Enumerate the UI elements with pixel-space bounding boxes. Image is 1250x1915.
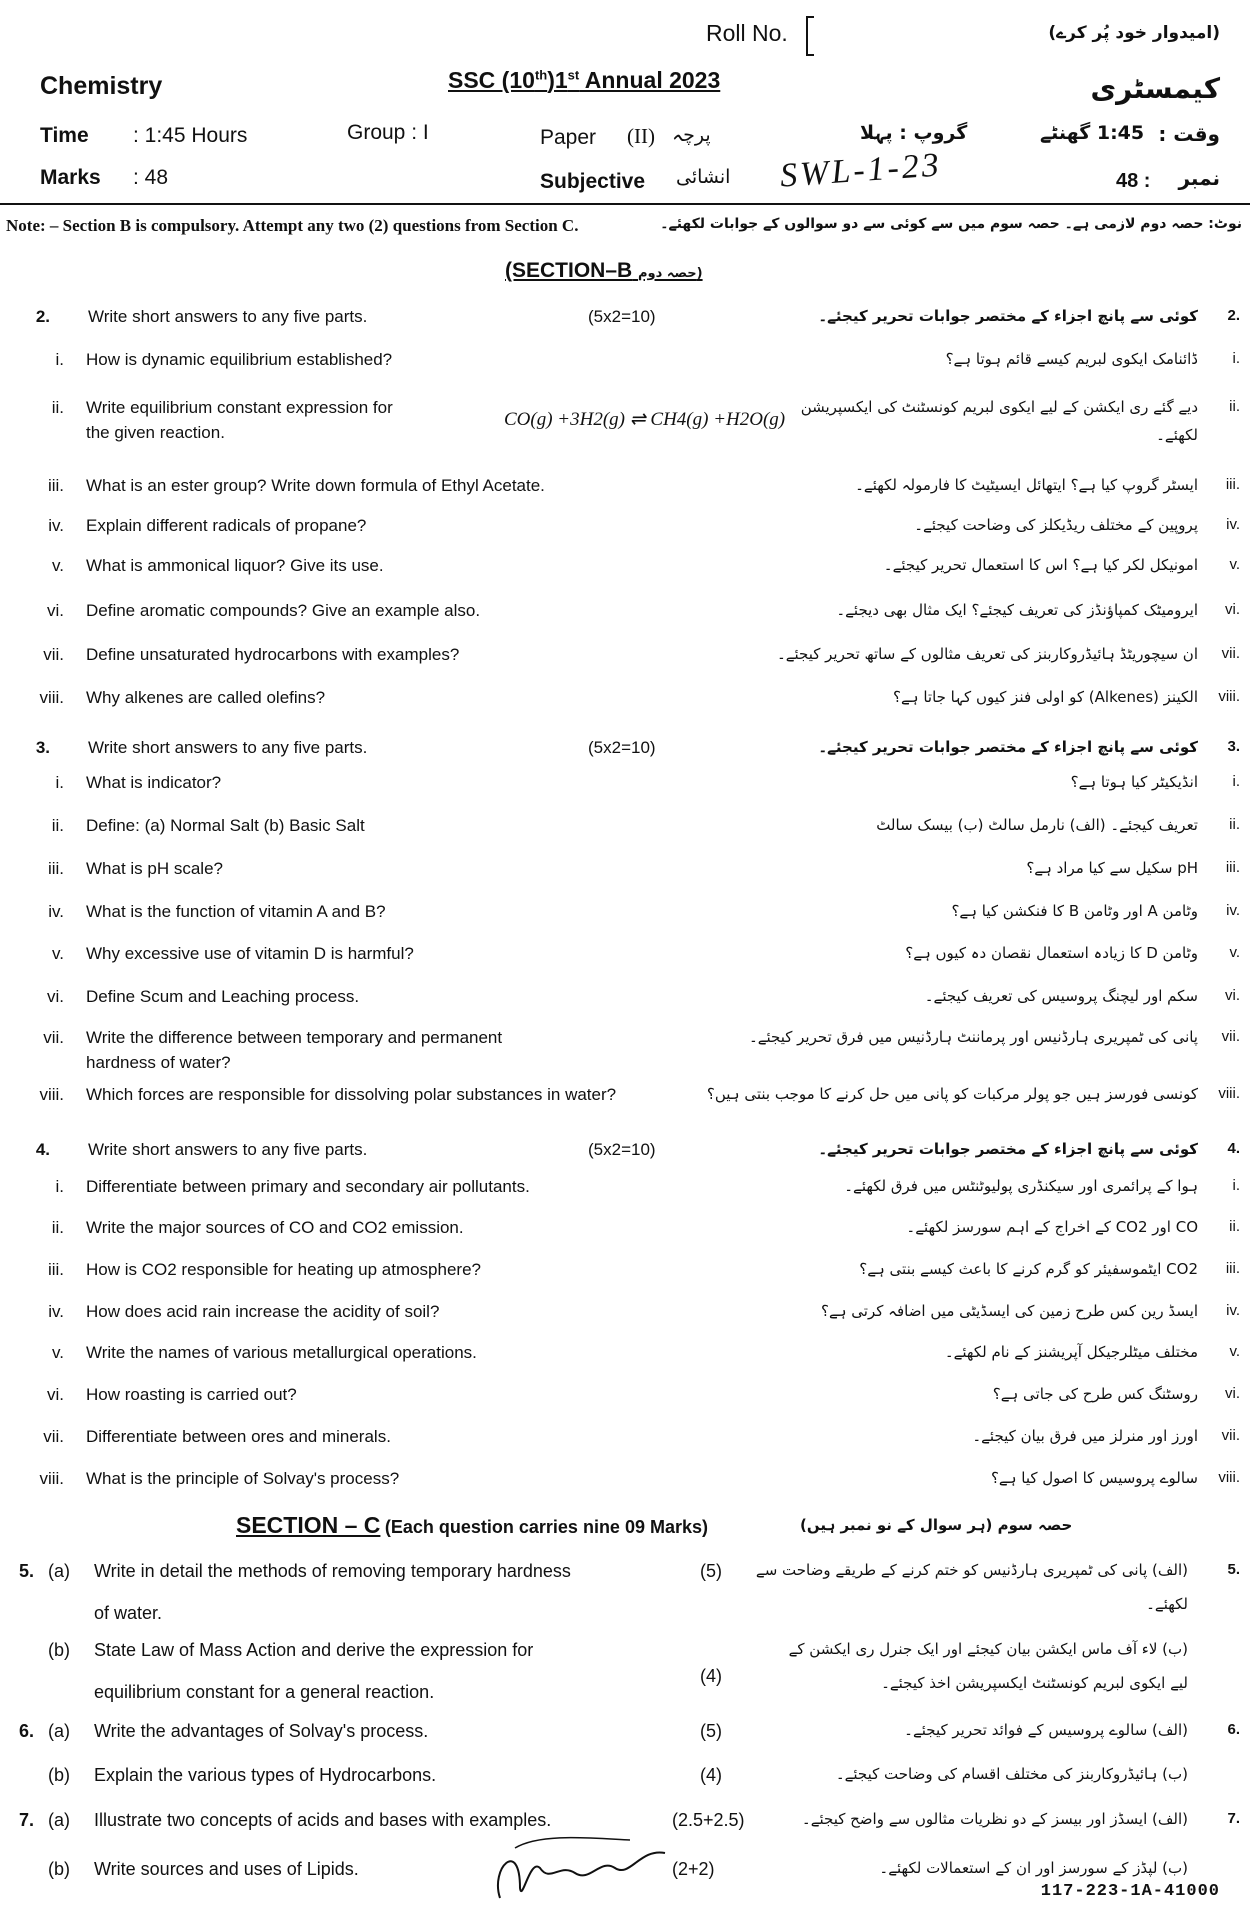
part-number-urdu: vii. <box>1221 645 1240 662</box>
question-part <box>0 1427 1250 1451</box>
part-number-urdu: iii. <box>1225 1260 1240 1277</box>
long-question-text-urdu: (الف) ایسڈز اور بیسز کے دو نظریات مثالوں سے واضح کیجئے۔ <box>801 1810 1188 1828</box>
part-text-continued: the given reaction. <box>86 423 225 442</box>
long-question-text-urdu-continued: لیے ایکوی لبریم کونسٹنٹ ایکسپریشن اخذ کیجئے۔ <box>881 1674 1188 1692</box>
marks-label: Marks <box>40 166 101 189</box>
part-text-urdu: روسٹنگ کس طرح کی جاتی ہے؟ <box>992 1385 1198 1403</box>
part-text: What is pH scale? <box>86 859 223 878</box>
candidate-note-urdu: (امیدوار خود پُر کرے) <box>1048 23 1220 43</box>
part-text-urdu: ان سیچوریٹڈ ہائیڈروکاربنز کی تعریف مثالوں کے ساتھ تحریر کیجئے۔ <box>776 645 1198 663</box>
long-question-part <box>0 1561 1250 1623</box>
part-number: vii. <box>43 645 64 664</box>
group-label: Group : I <box>347 121 429 144</box>
long-question-part-letter: (b) <box>48 1765 70 1785</box>
part-number-urdu: iv. <box>1226 902 1240 919</box>
part-text: What is ammonical liquor? Give its use. <box>86 556 384 575</box>
part-number: v. <box>52 944 64 963</box>
section-c-subtitle: (Each question carries nine 09 Marks) <box>384 1517 708 1537</box>
part-number-urdu: i. <box>1232 1177 1240 1194</box>
part-number: viii. <box>39 1469 64 1488</box>
time-urdu-label: وقت : <box>1158 122 1220 146</box>
long-question-number: 7. <box>18 1810 34 1830</box>
long-question-part <box>0 1721 1250 1749</box>
part-text: Define aromatic compounds? Give an example also. <box>86 601 481 620</box>
long-question-marks: (2.5+2.5) <box>672 1810 745 1830</box>
part-number: iii. <box>47 476 64 495</box>
part-text-urdu: CO2 ایٹموسفیئر کو گرم کرنے کا باعث کیسے بنتی ہے؟ <box>859 1260 1198 1278</box>
long-question-text-urdu: (ب) لپڈز کے سورسز اور ان کے استعمالات لکھئے۔ <box>879 1859 1188 1877</box>
part-number-urdu: vii. <box>1221 1028 1240 1045</box>
part-text: How is dynamic equilibrium established? <box>86 350 393 369</box>
part-number: viii. <box>39 1085 64 1104</box>
long-question-part-letter: (a) <box>48 1810 70 1830</box>
part-text-urdu: ایرومیٹک کمپاؤنڈز کی تعریف کیجئے؟ ایک مثال بھی دیجئے۔ <box>836 601 1198 619</box>
long-question-part-letter: (a) <box>48 1721 70 1741</box>
question-part <box>0 1028 1250 1076</box>
part-number: iv. <box>48 902 64 921</box>
part-number-urdu: vi. <box>1225 601 1240 618</box>
part-text-urdu: ڈائنامک ایکوی لبریم کیسے قائم ہوتا ہے؟ <box>945 350 1198 368</box>
part-number-urdu: i. <box>1232 350 1240 367</box>
part-text-urdu: پانی کی ٹمپریری ہارڈنیس اور پرماننٹ ہارڈنیس میں فرق تحریر کیجئے۔ <box>748 1028 1198 1046</box>
section-c-title-urdu: حصہ سوم (ہر سوال کے نو نمبر ہیں) <box>800 1516 1073 1534</box>
long-question-text-urdu: (الف) پانی کی ٹمپریری ہارڈنیس کو ختم کرنے کے طریقے وضاحت سے <box>755 1561 1188 1579</box>
time-urdu-value: 1:45 گھنٹے <box>1040 122 1145 144</box>
part-text: How does acid rain increase the acidity of soil? <box>86 1302 440 1321</box>
long-question-text: Explain the various types of Hydrocarbons. <box>94 1765 437 1785</box>
marks-value: : 48 <box>133 166 169 189</box>
subject-title: Chemistry <box>40 72 163 100</box>
question-part <box>0 556 1250 580</box>
examiner-signature <box>480 1828 680 1908</box>
footer-code: 117-223-1A-41000 <box>1040 1882 1220 1901</box>
part-text: Write the difference between temporary and permanent <box>86 1028 503 1047</box>
question-part <box>0 1302 1250 1326</box>
long-question-text: Write sources and uses of Lipids. <box>94 1859 359 1879</box>
section-c-title <box>236 1512 708 1539</box>
long-question-marks: (5) <box>700 1561 722 1581</box>
part-text-urdu: وٹامن A اور وٹامن B کا فنکشن کیا ہے؟ <box>951 902 1198 920</box>
part-text-urdu: پروپین کے مختلف ریڈیکلز کی وضاحت کیجئے۔ <box>914 516 1198 534</box>
part-text-urdu: اورز اور منرلز میں فرق بیان کیجئے۔ <box>972 1427 1198 1445</box>
long-question-text: State Law of Mass Action and derive the expression for <box>94 1640 534 1660</box>
part-text: Write the names of various metallurgical operations. <box>86 1343 477 1362</box>
question-instruction: Write short answers to any five parts. <box>88 738 368 757</box>
part-text: How roasting is carried out? <box>86 1385 297 1404</box>
subjective-urdu: انشائی <box>676 166 731 188</box>
question-instruction-urdu: کوئی سے پانچ اجزاء کے مختصر جوابات تحریر کیجئے۔ <box>818 1140 1198 1158</box>
part-number-urdu: ii. <box>1229 1218 1240 1235</box>
long-question-part-letter: (b) <box>48 1859 70 1879</box>
long-question-text-urdu: (ب) لاء آف ماس ایکشن بیان کیجئے اور ایک جنرل ری ایکشن کے <box>788 1640 1188 1658</box>
part-text-urdu: ایسڈ رین کس طرح زمین کی ایسڈیٹی میں اضافہ کرتی ہے؟ <box>821 1302 1198 1320</box>
question-part <box>0 1085 1250 1109</box>
part-text-urdu: کونسی فورسز ہیں جو پولر مرکبات کو پانی میں حل کرنے کا موجب بنتی ہیں؟ <box>706 1085 1198 1103</box>
question-part <box>0 773 1250 797</box>
part-text-urdu: سکم اور لیچنگ پروسیس کی تعریف کیجئے۔ <box>924 987 1198 1005</box>
question-marks: (5x2=10) <box>588 307 656 326</box>
part-number-urdu: v. <box>1229 556 1240 573</box>
long-question-part <box>0 1765 1250 1793</box>
long-question-marks: (2+2) <box>672 1859 715 1879</box>
part-number: iv. <box>48 1302 64 1321</box>
divider-top <box>0 203 1250 205</box>
part-number: i. <box>55 773 64 792</box>
question-part <box>0 902 1250 926</box>
section-b-title-urdu: حصہ دوم) <box>638 266 703 281</box>
marks-urdu-label: نمبر <box>1178 166 1220 190</box>
part-number: ii. <box>51 1218 64 1237</box>
part-number-urdu: ii. <box>1229 398 1240 415</box>
part-number: iii. <box>47 1260 64 1279</box>
part-text: How is CO2 responsible for heating up atmosphere? <box>86 1260 481 1279</box>
part-text-urdu: الکینز (Alkenes) کو اولی فنز کیوں کہا جاتا ہے؟ <box>893 688 1198 706</box>
part-number: vii. <box>43 1028 64 1047</box>
long-question-text-urdu: (ب) ہائیڈروکاربنز کی مختلف اقسام کی وضاحت کیجئے۔ <box>835 1765 1188 1783</box>
long-question-text-urdu: (الف) سالوے پروسیس کے فوائد تحریر کیجئے۔ <box>904 1721 1188 1739</box>
question-part <box>0 1260 1250 1284</box>
question-number-urdu: 2. <box>1227 307 1240 324</box>
subjective-label: Subjective <box>540 170 646 193</box>
part-number-urdu: viii. <box>1218 1469 1240 1486</box>
note-urdu: نوٹ: حصہ دوم لازمی ہے۔ حصہ سوم میں سے کوئی سے دو سوالوں کے جوابات لکھئے۔ <box>660 216 1242 232</box>
long-question-number: 5. <box>18 1561 34 1581</box>
part-text: Define: (a) Normal Salt (b) Basic Salt <box>86 816 365 835</box>
part-text: Differentiate between primary and secondary air pollutants. <box>86 1177 530 1196</box>
question-number: 4. <box>35 1140 50 1159</box>
part-number: iv. <box>48 516 64 535</box>
part-number: v. <box>52 556 64 575</box>
part-text-urdu: مختلف میٹلرجیکل آپریشنز کے نام لکھئے۔ <box>944 1343 1198 1361</box>
question-part <box>0 1343 1250 1367</box>
question-number: 2. <box>35 307 50 326</box>
question-number: 3. <box>35 738 50 757</box>
question-part <box>0 1177 1250 1201</box>
part-text-urdu: تعریف کیجئے۔ (الف) نارمل سالٹ (ب) بیسک سالٹ <box>876 816 1198 834</box>
question-instruction-urdu: کوئی سے پانچ اجزاء کے مختصر جوابات تحریر کیجئے۔ <box>818 738 1198 756</box>
part-text: Define Scum and Leaching process. <box>86 987 360 1006</box>
part-text: Why alkenes are called olefins? <box>86 688 326 707</box>
question-marks: (5x2=10) <box>588 1140 656 1159</box>
question-part <box>0 688 1250 712</box>
part-number: vi. <box>47 987 64 1006</box>
part-number-urdu: v. <box>1229 944 1240 961</box>
long-question-text-urdu-continued: لکھئے۔ <box>1146 1595 1188 1613</box>
long-question-marks: (4) <box>700 1666 722 1686</box>
part-number: v. <box>52 1343 64 1362</box>
part-number-urdu: iv. <box>1226 516 1240 533</box>
part-text-continued: hardness of water? <box>86 1053 231 1072</box>
part-number: vi. <box>47 1385 64 1404</box>
part-text-urdu: pH سکیل سے کیا مراد ہے؟ <box>1026 859 1198 877</box>
part-text: What is the principle of Solvay's process? <box>86 1469 400 1488</box>
question-part <box>0 398 1250 446</box>
part-number: ii. <box>51 816 64 835</box>
section-c-title-text: SECTION – C <box>236 1512 381 1538</box>
exam-title: SSC (10th)1st Annual 2023 <box>448 67 721 93</box>
time-label: Time <box>40 124 89 147</box>
part-text-urdu: ایسٹر گروپ کیا ہے؟ ایتھائل ایسیٹیٹ کا فارمولہ لکھئے۔ <box>855 476 1198 494</box>
part-number-urdu: iii. <box>1225 476 1240 493</box>
reaction-equation: CO(g) +3H2(g) ⇌ CH4(g) +H2O(g) <box>504 409 786 430</box>
long-question-part-letter: (b) <box>48 1640 70 1660</box>
part-number-urdu: vi. <box>1225 1385 1240 1402</box>
part-text: Differentiate between ores and minerals. <box>86 1427 391 1446</box>
part-number-urdu: ii. <box>1229 816 1240 833</box>
part-text-urdu-continued: لکھئے۔ <box>1156 426 1198 444</box>
question-part <box>0 645 1250 669</box>
question-instruction: Write short answers to any five parts. <box>88 1140 368 1159</box>
question-header <box>0 307 1250 331</box>
question-part <box>0 476 1250 500</box>
part-text-urdu: سالوے پروسیس کا اصول کیا ہے؟ <box>990 1469 1198 1487</box>
part-number: ii. <box>51 398 64 417</box>
long-question-text: Illustrate two concepts of acids and bases with examples. <box>94 1810 552 1830</box>
question-part <box>0 987 1250 1011</box>
paper-urdu: پرچہ <box>672 124 711 146</box>
part-text: Define unsaturated hydrocarbons with examples? <box>86 645 460 664</box>
subject-title-urdu: کیمسٹری <box>1090 72 1220 105</box>
question-header <box>0 1140 1250 1164</box>
part-number-urdu: iv. <box>1226 1302 1240 1319</box>
part-number: i. <box>55 350 64 369</box>
question-number-urdu: 4. <box>1227 1140 1240 1157</box>
part-number: vii. <box>43 1427 64 1446</box>
part-number: iii. <box>47 859 64 878</box>
part-text-urdu: دیے گئے ری ایکشن کے لیے ایکوی لبریم کونسٹنٹ کی ایکسپریشن <box>800 398 1198 416</box>
paper-label: Paper <box>540 126 597 149</box>
question-header <box>0 738 1250 762</box>
part-number-urdu: vi. <box>1225 987 1240 1004</box>
part-text: What is an ester group? Write down formula of Ethyl Acetate. <box>86 476 545 495</box>
long-question-marks: (4) <box>700 1765 722 1785</box>
long-question-number: 6. <box>18 1721 34 1741</box>
question-marks: (5x2=10) <box>588 738 656 757</box>
question-part <box>0 516 1250 540</box>
paper-number: (II) <box>627 124 655 148</box>
long-question-number-urdu: 5. <box>1227 1561 1240 1578</box>
part-text: Which forces are responsible for dissolving polar substances in water? <box>86 1085 617 1104</box>
section-b-title-text: (SECTION–B <box>505 259 633 282</box>
question-part <box>0 1469 1250 1493</box>
question-part <box>0 601 1250 625</box>
handwritten-code: SWL-1-23 <box>778 146 943 195</box>
part-text: Why excessive use of vitamin D is harmful? <box>86 944 414 963</box>
part-text-urdu: وٹامن D کا زیادہ استعمال نقصان دہ کیوں ہے؟ <box>905 944 1198 962</box>
roll-no-label: Roll No. <box>706 20 788 46</box>
long-question-part-letter: (a) <box>48 1561 70 1581</box>
long-question-number-urdu: 7. <box>1227 1810 1240 1827</box>
long-question-text-continued: equilibrium constant for a general reaction. <box>94 1682 435 1702</box>
question-part <box>0 1385 1250 1409</box>
time-value: : 1:45 Hours <box>133 124 248 147</box>
part-number-urdu: viii. <box>1218 1085 1240 1102</box>
part-number-urdu: v. <box>1229 1343 1240 1360</box>
section-b-title <box>505 259 703 283</box>
part-number-urdu: viii. <box>1218 688 1240 705</box>
group-urdu: گروپ : پہلا <box>860 122 968 144</box>
question-number-urdu: 3. <box>1227 738 1240 755</box>
question-part <box>0 816 1250 840</box>
part-text: Write the major sources of CO and CO2 emission. <box>86 1218 464 1237</box>
question-part <box>0 1218 1250 1242</box>
question-instruction: Write short answers to any five parts. <box>88 307 368 326</box>
long-question-part <box>0 1640 1250 1702</box>
part-number-urdu: vii. <box>1221 1427 1240 1444</box>
long-question-marks: (5) <box>700 1721 722 1741</box>
question-part <box>0 859 1250 883</box>
question-part <box>0 350 1250 374</box>
part-text-urdu: CO اور CO2 کے اخراج کے اہم سورسز لکھئے۔ <box>906 1218 1198 1236</box>
question-instruction-urdu: کوئی سے پانچ اجزاء کے مختصر جوابات تحریر کیجئے۔ <box>818 307 1198 325</box>
part-text: What is the function of vitamin A and B? <box>86 902 386 921</box>
part-number: viii. <box>39 688 64 707</box>
long-question-text: Write in detail the methods of removing temporary hardness <box>94 1561 571 1581</box>
long-question-text-continued: of water. <box>94 1603 163 1623</box>
roll-no-bracket[interactable] <box>806 16 814 56</box>
part-text-urdu: انڈیکیٹر کیا ہوتا ہے؟ <box>1070 773 1198 791</box>
part-number-urdu: i. <box>1232 773 1240 790</box>
long-question-text: Write the advantages of Solvay's process. <box>94 1721 429 1741</box>
note-english: Note: – Section B is compulsory. Attempt any two (2) questions from Section C. <box>6 216 579 235</box>
part-number: vi. <box>47 601 64 620</box>
part-text: What is indicator? <box>86 773 222 792</box>
marks-urdu-value: 48 : <box>1116 170 1151 192</box>
part-text-urdu: امونیکل لکر کیا ہے؟ اس کا استعمال تحریر کیجئے۔ <box>883 556 1198 574</box>
question-part <box>0 944 1250 968</box>
part-number: i. <box>55 1177 64 1196</box>
part-number-urdu: iii. <box>1225 859 1240 876</box>
part-text: Write equilibrium constant expression for <box>86 398 393 417</box>
long-question-number-urdu: 6. <box>1227 1721 1240 1738</box>
part-text: Explain different radicals of propane? <box>86 516 367 535</box>
part-text-urdu: ہوا کے پرائمری اور سیکنڈری پولیوٹنٹس میں فرق لکھئے۔ <box>844 1177 1198 1195</box>
